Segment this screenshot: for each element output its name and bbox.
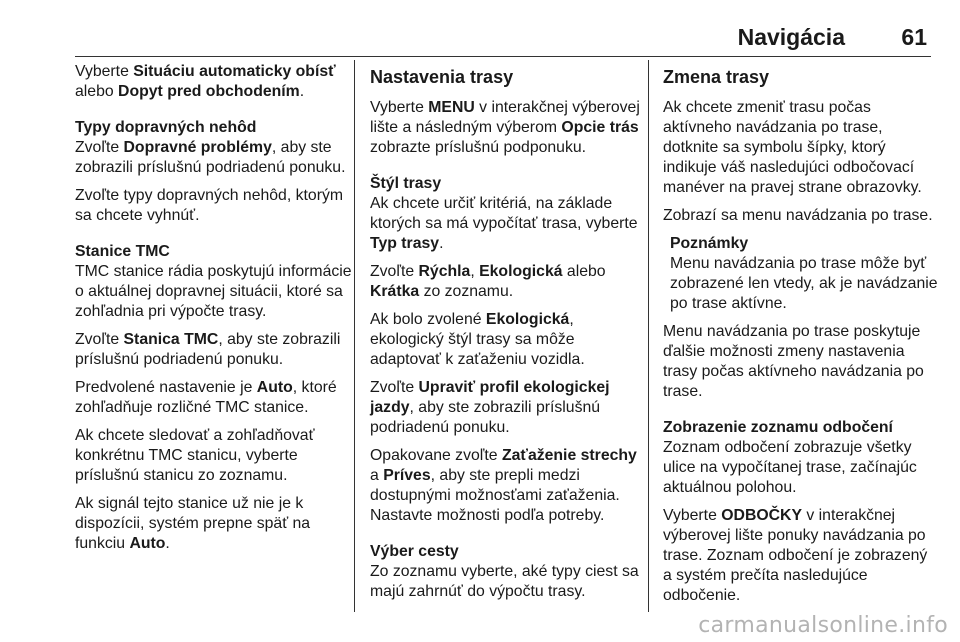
paragraph: Zobrazí sa menu navádzania po trase.	[663, 207, 933, 224]
section-heading-stanice: Stanice TMC	[75, 243, 170, 260]
column-divider-2	[648, 60, 649, 612]
paragraph: Menu navádzania po trase poskytuje ďalšie možnosti zmeny nastavenia trasy počas aktívneho navádzania po trase.	[663, 323, 924, 400]
page-number: 61	[901, 24, 927, 50]
paragraph: TMC stanice rádia poskytujú informácie o aktuálnej dopravnej situácii, ktoré sa zohľadnia pri výpočte trasy.	[75, 263, 352, 320]
paragraph: Ak chcete určiť kritériá, na základe ktorých sa má vypočítať trasa, vyberte Typ trasy.	[370, 195, 638, 252]
paragraph: Zoznam odbočení zobrazuje všetky ulice na vypočítanej trase, začínajúc aktuálnou polohou.	[663, 439, 917, 496]
page-title: Navigácia	[737, 24, 845, 50]
column-middle	[370, 62, 646, 610]
paragraph: Zvoľte Dopravné problémy, aby ste zobrazili príslušnú podriadenú ponuku.	[75, 139, 346, 176]
section-heading-typy: Typy dopravných nehôd	[75, 119, 257, 136]
page-header	[75, 22, 931, 57]
paragraph: Zvoľte Upraviť profil ekologickej jazdy, aby ste zobrazili príslušnú podriadenú ponuku.	[370, 379, 610, 436]
section-heading-vyber: Výber cesty	[370, 543, 459, 560]
note-box	[670, 234, 939, 314]
column-right	[663, 62, 939, 614]
paragraph: Zvoľte Rýchla, Ekologická alebo Krátka zo zoznamu.	[370, 263, 606, 300]
note-text: Menu navádzania po trase môže byť zobrazené len vtedy, ak je navádzanie po trase aktívne.	[670, 255, 938, 312]
paragraph: Predvolené nastavenie je Auto, ktoré zohľadňuje rozličné TMC stanice.	[75, 379, 337, 416]
section-heading-styl: Štýl trasy	[370, 175, 442, 192]
paragraph: Ak bolo zvolené Ekologická, ekologický štýl trasy sa môže adaptovať k zaťaženiu vozidla.	[370, 311, 585, 368]
paragraph: Vyberte MENU v interakčnej výberovej lište a následným výberom Opcie trás zobrazte príslušnú podponuku.	[370, 99, 640, 156]
paragraph: Ak signál tejto stanice už nie je k dispozícii, systém prepne späť na funkciu Auto.	[75, 495, 311, 552]
section-heading-zoznam: Zobrazenie zoznamu odbočení	[663, 419, 893, 436]
paragraph: Ak chcete sledovať a zohľadňovať konkrétnu TMC stanicu, vyberte príslušnú stanicu zo zoznamu.	[75, 427, 315, 484]
paragraph: Ak chcete zmeniť trasu počas aktívneho navádzania po trase, dotknite sa symbolu šípky, ktorý indikuje váš nasledujúci odbočovací manéver na pravej strane obrazovky.	[663, 99, 922, 196]
paragraph: Opakovane zvoľte Zaťaženie strechy a Príves, aby ste prepli medzi dostupnými možnosťami zaťaženia. Nastavte možnosti podľa potreby.	[370, 447, 637, 524]
paragraph: Zvoľte typy dopravných nehôd, ktorým sa chcete vyhnúť.	[75, 187, 344, 224]
note-title: Poznámky	[670, 235, 749, 252]
column-left	[75, 62, 355, 562]
paragraph: Zo zoznamu vyberte, aké typy ciest sa majú zahrnúť do výpočtu trasy.	[370, 563, 639, 600]
paragraph: Vyberte ODBOČKY v interakčnej výberovej lište ponuky navádzania po trase. Zoznam odbočení je zobrazený a systém prečíta nasledujúce odbočenie.	[663, 507, 928, 604]
paragraph: Zvoľte Stanica TMC, aby ste zobrazili príslušnú podriadenú ponuku.	[75, 331, 341, 368]
paragraph: Vyberte Situáciu automaticky obísť alebo Dopyt pred obchodením.	[75, 63, 336, 100]
section-title-nastavenia: Nastavenia trasy	[370, 67, 514, 87]
section-title-zmena: Zmena trasy	[663, 67, 770, 87]
watermark: carmanualsonline.info	[698, 613, 948, 638]
